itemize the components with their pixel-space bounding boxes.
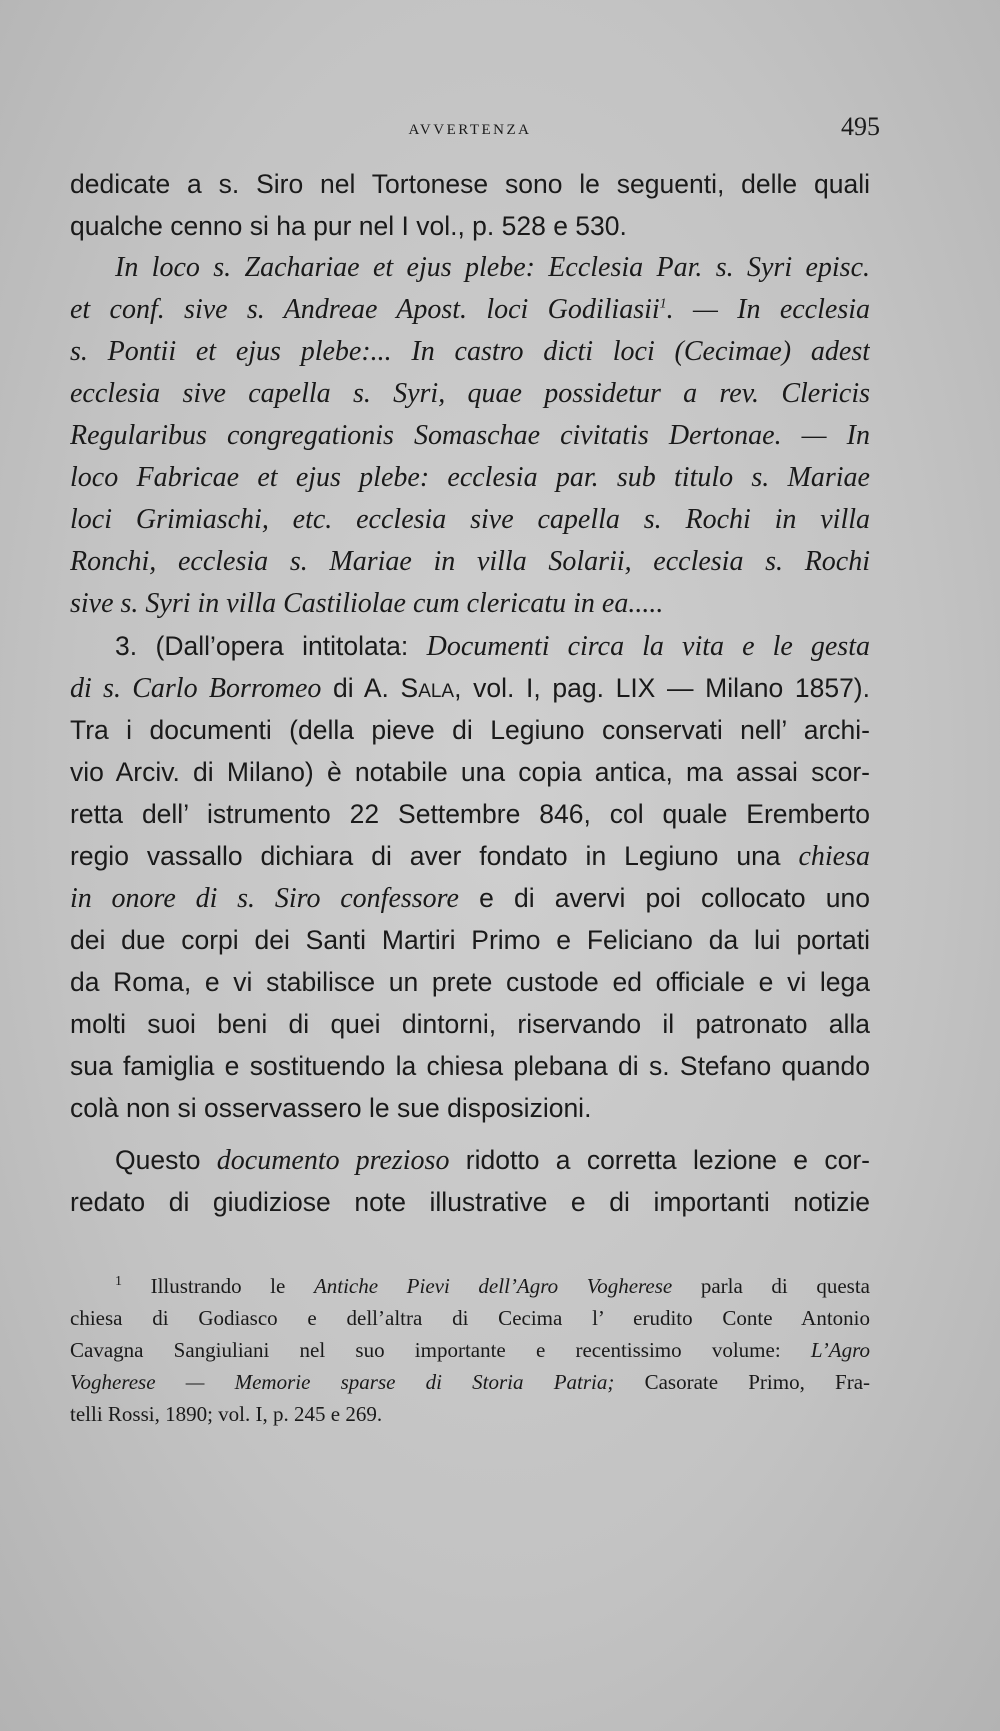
latin-quote-line: Ronchi, ecclesia s. Mariae in villa Solarii, ecclesia s. Rochi: [70, 546, 870, 577]
footnote-line: chiesa di Godiasco e dell’altra di Cecima l’ erudito Conte Antonio: [70, 1306, 870, 1330]
body-text: [70, 163, 870, 1223]
latin-quote-line: loci Grimiaschi, etc. ecclesia sive capella s. Rochi in villa: [70, 504, 870, 535]
text-line: colà non si osservassero le sue disposizioni.: [70, 1093, 592, 1123]
text-line: da Roma, e vi stabilisce un prete custode ed officiale e vi lega: [70, 967, 870, 997]
latin-quote-line: loco Fabricae et ejus plebe: ecclesia par. sub titulo s. Mariae: [70, 462, 870, 493]
text-line: dedicate a s. Siro nel Tortonese sono le seguenti, delle quali: [70, 169, 870, 199]
book-title: Vogherese — Memorie sparse di Storia Patria;: [70, 1370, 615, 1394]
footnote-line: telli Rossi, 1890; vol. I, p. 245 e 269.: [70, 1402, 383, 1426]
text-segment: e di avervi poi collocato uno: [458, 883, 870, 913]
footnote-reference: 1: [659, 296, 667, 312]
text-line: [70, 1139, 870, 1181]
text-line: dei due corpi dei Santi Martiri Primo e Feliciano da lui portati: [70, 925, 870, 955]
emphasis-text: in onore di s. Siro confessore: [70, 883, 459, 914]
footnote-line: [70, 1334, 870, 1366]
page-header: [70, 112, 880, 152]
text-line: molti suoi beni di quei dintorni, riservando il patronato alla: [70, 1009, 870, 1039]
running-head: AVVERTENZA: [408, 122, 532, 138]
text-line: vio Arciv. di Milano) è notabile una copia antica, ma assai scor-: [70, 757, 870, 787]
text-segment: Questo: [115, 1145, 217, 1175]
emphasis-text: documento prezioso: [216, 1145, 450, 1176]
book-title: Documenti circa la vita e le gesta: [426, 631, 870, 662]
latin-quote-line: s. Pontii et ejus plebe:... In castro dicti loci (Cecimae) adest: [70, 336, 870, 367]
latin-quote-line: [70, 289, 870, 331]
footnote-text: parla di questa: [672, 1274, 870, 1298]
text-line: [70, 625, 870, 667]
text-segment: di A.: [321, 673, 401, 703]
page-number: 495: [841, 112, 880, 141]
latin-quote-line: In loco s. Zachariae et ejus plebe: Ecclesia Par. s. Syri episc.: [115, 252, 870, 283]
footnote: [70, 1270, 870, 1430]
text-line: sua famiglia e sostituendo la chiesa plebana di s. Stefano quando: [70, 1051, 870, 1081]
text-line: retta dell’ istrumento 22 Settembre 846, col quale Eremberto: [70, 799, 870, 829]
text-line: [70, 835, 870, 877]
book-title: Antiche Pievi dell’Agro Vogherese: [313, 1274, 673, 1298]
author-name: Sala: [400, 673, 455, 703]
footnote-text: Cavagna Sangiuliani nel suo importante e recentissimo volume:: [70, 1338, 811, 1362]
text-line: [70, 877, 870, 919]
text-segment: , vol. I, pag. LIX — Milano 1857).: [454, 673, 870, 703]
text-line: [70, 667, 870, 709]
book-title: L’Agro: [810, 1338, 870, 1362]
text-line: qualche cenno si ha pur nel I vol., p. 528 e 530.: [70, 211, 627, 241]
text-segment: regio vassallo dichiara di aver fondato in Legiuno una: [70, 841, 799, 871]
footnote-text: Illustrando le: [122, 1274, 314, 1298]
text-segment: 3. (Dall’opera intitolata:: [115, 631, 427, 661]
paragraph-gap: [70, 1129, 870, 1139]
text-line: redato di giudiziose note illustrative e di importanti notizie: [70, 1187, 870, 1217]
text-segment: ridotto a corretta lezione e cor-: [449, 1145, 870, 1175]
latin-quote-text: et conf. sive s. Andreae Apost. loci Godiliasii: [70, 294, 660, 325]
latin-quote-text: . — In ecclesia: [666, 294, 870, 325]
text-line: Tra i documenti (della pieve di Legiuno conservati nell’ archi-: [70, 715, 870, 745]
footnote-text: Casorate Primo, Fra-: [614, 1370, 870, 1394]
latin-quote-line: ecclesia sive capella s. Syri, quae possidetur a rev. Clericis: [70, 378, 870, 409]
latin-quote-line: Regularibus congregationis Somaschae civitatis Dertonae. — In: [70, 420, 870, 451]
footnote-line: [70, 1270, 870, 1302]
book-title: di s. Carlo Borromeo: [70, 673, 322, 704]
footnote-marker: 1: [115, 1274, 122, 1289]
footnote-line: [70, 1366, 870, 1398]
latin-quote-line: sive s. Syri in villa Castiliolae cum clericatu in ea.....: [70, 588, 664, 619]
emphasis-text: chiesa: [798, 841, 870, 872]
